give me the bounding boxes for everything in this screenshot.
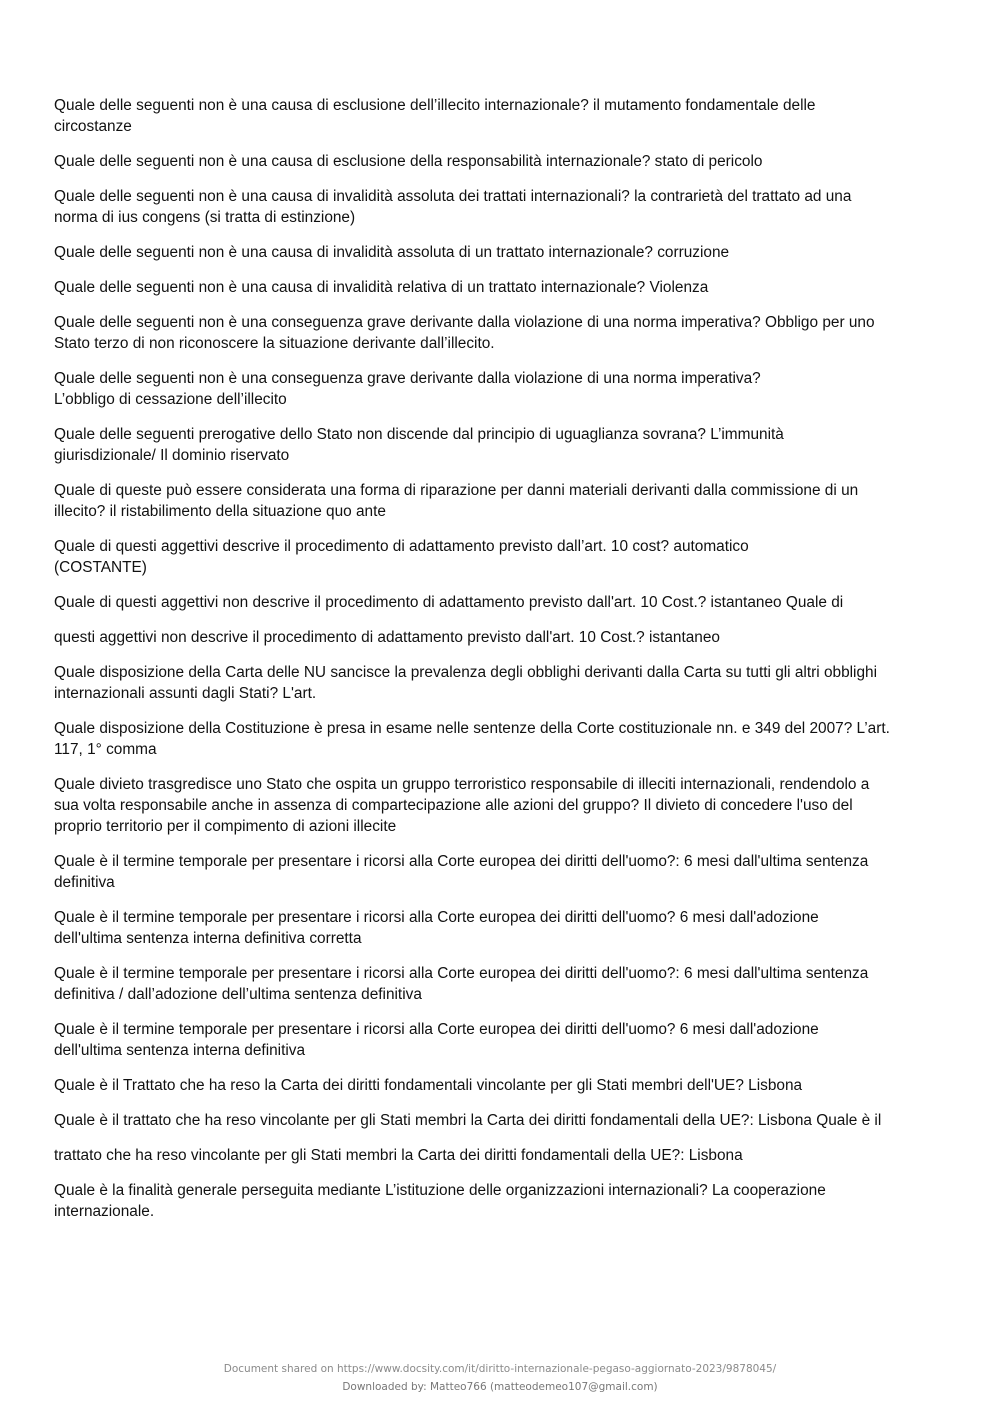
qa-item: Quale delle seguenti non è una causa di invalidità relativa di un trattato internazionale? Violenza [54, 279, 709, 296]
qa-item: Quale disposizione della Carta delle NU sancisce la prevalenza degli obblighi derivanti dalla Carta su tutti gli altri obblighi internazionali assunti dagli Stati? L'art. [54, 664, 878, 702]
qa-item: Quale divieto trasgredisce uno Stato che ospita un gruppo terroristico responsabile di illeciti internazionali, rendendolo a sua volta responsabile anche in assenza di compartecipazione alle azioni del gruppo? Il divieto di concedere l'uso del proprio territorio per il compimento di azioni illecite [54, 776, 870, 835]
qa-item: Quale delle seguenti non è una causa di esclusione dell’illecito internazionale? il mutamento fondamentale delle circostanze [54, 97, 816, 135]
qa-item: Quale di questi aggettivi descrive il procedimento di adattamento previsto dall’art. 10 cost? automatico (COSTANTE) [54, 538, 749, 576]
qa-item: Quale delle seguenti non è una causa di invalidità assoluta dei trattati internazionali? la contrarietà del trattato ad una norma di ius congens (si tratta di estinzione) [54, 188, 852, 226]
question-answer-list [54, 95, 934, 1236]
qa-item: trattato che ha reso vincolante per gli Stati membri la Carta dei diritti fondamentali della UE?: Lisbona [54, 1147, 743, 1164]
qa-item: questi aggettivi non descrive il procedimento di adattamento previsto dall'art. 10 Cost.? istantaneo [54, 629, 720, 646]
footer-shared-on: Document shared on https://www.docsity.com/it/diritto-internazionale-pegaso-aggiornato-2023/9878045/ [223, 1363, 777, 1375]
qa-item: Quale di questi aggettivi non descrive il procedimento di adattamento previsto dall'art. 10 Cost.? istantaneo Quale di [54, 594, 844, 611]
qa-item: Quale è il termine temporale per presentare i ricorsi alla Corte europea dei diritti dell'uomo?: 6 mesi dall'ultima sentenza definitiva / dall’adozione dell’ultima sentenza definitiva [54, 965, 869, 1003]
qa-item: Quale è il termine temporale per presentare i ricorsi alla Corte europea dei diritti dell'uomo? 6 mesi dall'adozione dell'ultima sentenza interna definitiva [54, 1021, 819, 1059]
qa-item: Quale è il termine temporale per presentare i ricorsi alla Corte europea dei diritti dell'uomo? 6 mesi dall'adozione dell'ultima sentenza interna definitiva corretta [54, 909, 819, 947]
qa-item: Quale è la finalità generale perseguita mediante L’istituzione delle organizzazioni internazionali? La cooperazione internazionale. [54, 1182, 826, 1220]
qa-item: Quale delle seguenti non è una causa di invalidità assoluta di un trattato internazionale? corruzione [54, 244, 730, 261]
qa-item: Quale delle seguenti non è una conseguenza grave derivante dalla violazione di una norma imperativa? L’obbligo di cessazione dell’illecito [54, 370, 761, 408]
footer-downloaded-by: Downloaded by: Matteo766 (matteodemeo107@gmail.com) [342, 1381, 658, 1393]
qa-item: Quale è il Trattato che ha reso la Carta dei diritti fondamentali vincolante per gli Stati membri dell'UE? Lisbona [54, 1077, 803, 1094]
qa-item: Quale è il trattato che ha reso vincolante per gli Stati membri la Carta dei diritti fondamentali della UE?: Lisbona Quale è il [54, 1112, 882, 1129]
qa-item: Quale delle seguenti non è una conseguenza grave derivante dalla violazione di una norma imperativa? Obbligo per uno Stato terzo di non riconoscere la situazione derivante dall’illecito. [54, 314, 875, 352]
qa-item: Quale delle seguenti prerogative dello Stato non discende dal principio di uguaglianza sovrana? L’immunità giurisdizionale/ Il dominio riservato [54, 426, 784, 464]
qa-item: Quale delle seguenti non è una causa di esclusione della responsabilità internazionale? stato di pericolo [54, 153, 763, 170]
qa-item: Quale è il termine temporale per presentare i ricorsi alla Corte europea dei diritti dell'uomo?: 6 mesi dall'ultima sentenza definitiva [54, 853, 869, 891]
qa-item: Quale disposizione della Costituzione è presa in esame nelle sentenze della Corte costituzionale nn. e 349 del 2007? L’art. 117, 1° comma [54, 720, 890, 758]
qa-item: Quale di queste può essere considerata una forma di riparazione per danni materiali derivanti dalla commissione di un illecito? il ristabilimento della situazione quo ante [54, 482, 859, 520]
